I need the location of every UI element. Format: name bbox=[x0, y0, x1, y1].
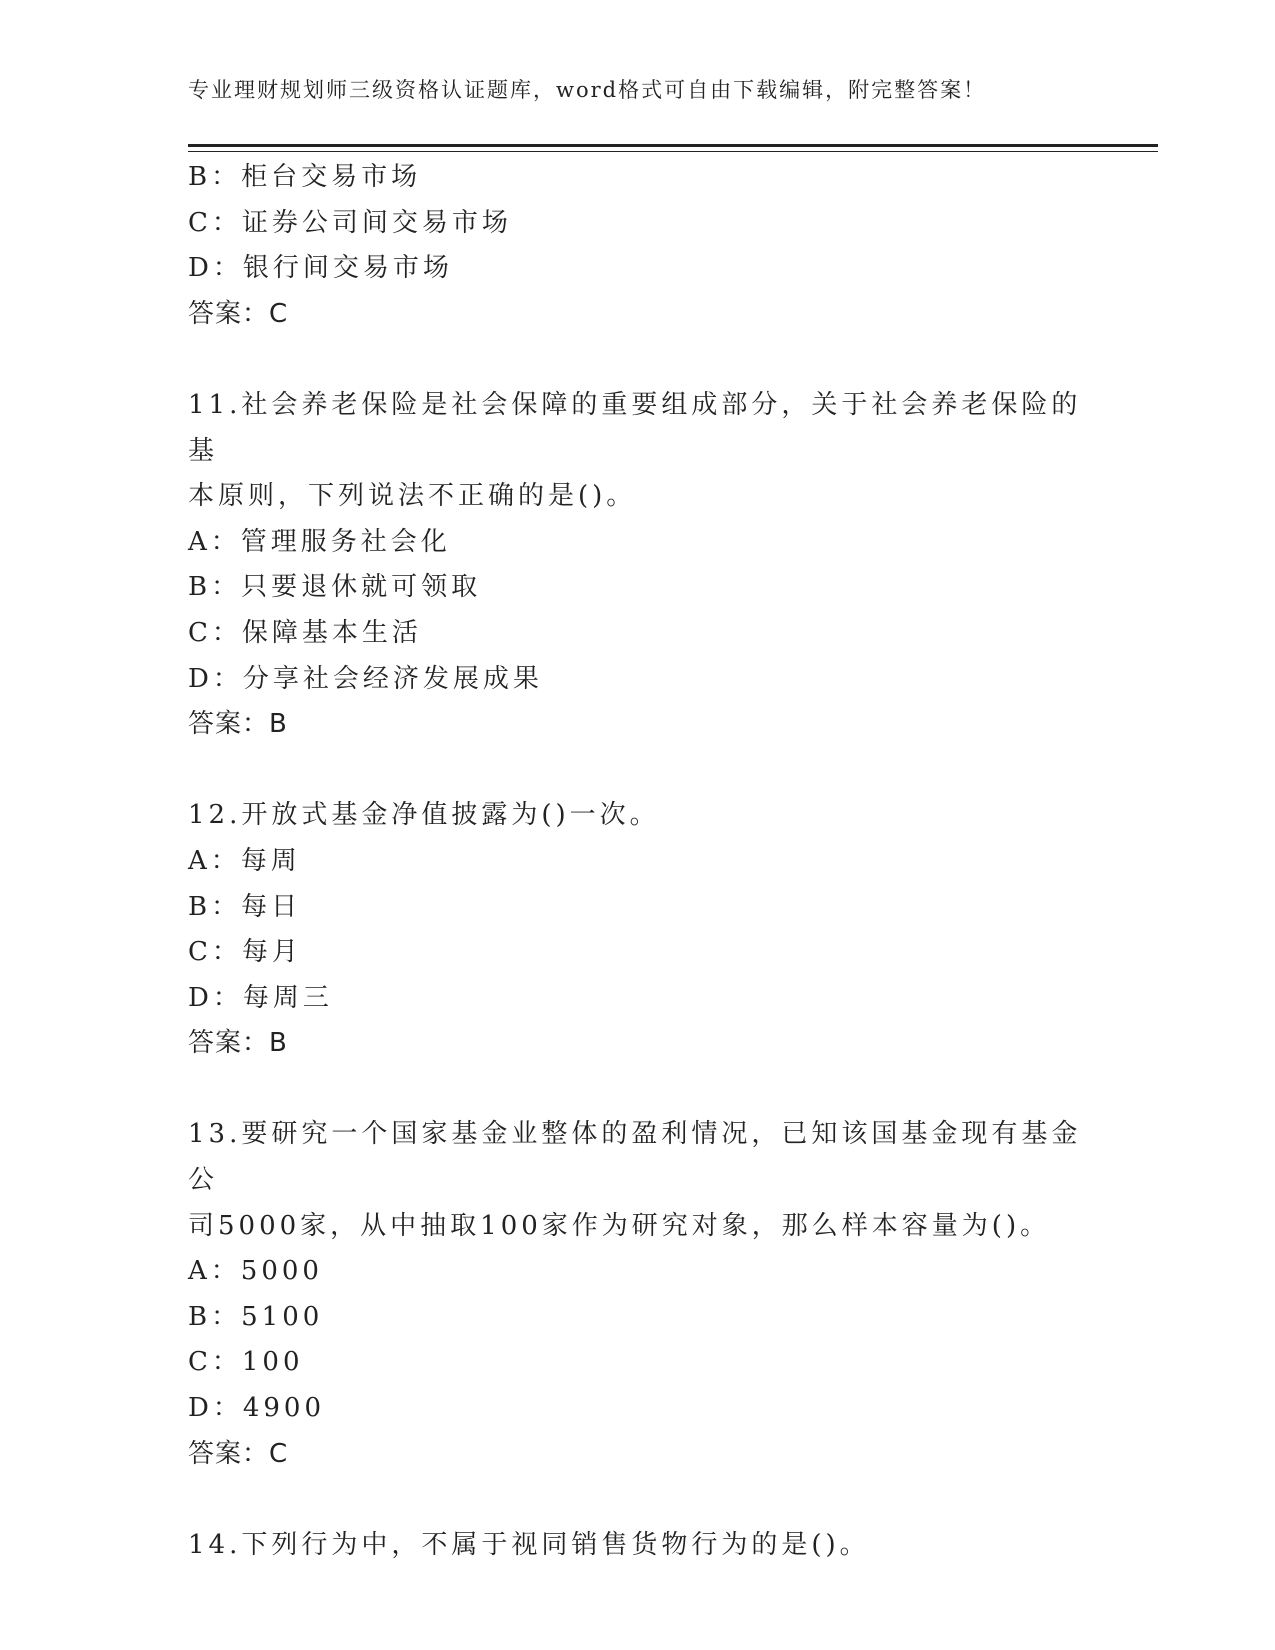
option-d: D：分享社会经济发展成果 bbox=[188, 663, 543, 694]
page-header: 专业理财规划师三级资格认证题库，word格式可自由下载编辑，附完整答案！ bbox=[188, 78, 987, 102]
header-rule-thin bbox=[188, 151, 1158, 152]
answer: 答案：B bbox=[188, 1028, 288, 1059]
option-c: C：证券公司间交易市场 bbox=[188, 207, 512, 238]
question-stem-line: 13.要研究一个国家基金业整体的盈利情况，已知该国基金现有基金公 bbox=[188, 1119, 1082, 1196]
option-c: C：保障基本生活 bbox=[188, 617, 422, 648]
question-stem-line: 14.下列行为中，不属于视同销售货物行为的是()。 bbox=[188, 1529, 870, 1560]
option-b: B：5100 bbox=[188, 1301, 324, 1332]
spacer bbox=[188, 1067, 1088, 1113]
spacer bbox=[188, 337, 1088, 383]
question-stem-line: 司5000家，从中抽取100家作为研究对象，那么样本容量为()。 bbox=[188, 1210, 1051, 1241]
question-12 bbox=[188, 793, 1088, 1067]
option-d: D：银行间交易市场 bbox=[188, 253, 453, 284]
document-body bbox=[188, 155, 1088, 1568]
question-11 bbox=[188, 383, 1088, 748]
header-rule-thick bbox=[188, 144, 1158, 147]
option-d: D：每周三 bbox=[188, 982, 333, 1013]
option-a: A：每周 bbox=[188, 845, 301, 876]
answer: 答案：B bbox=[188, 709, 288, 740]
question-10-continued bbox=[188, 155, 1088, 337]
option-b: B：柜台交易市场 bbox=[188, 162, 422, 192]
option-a: A：5000 bbox=[188, 1256, 323, 1287]
answer: 答案：C bbox=[188, 1438, 289, 1469]
option-d: D：4900 bbox=[188, 1393, 326, 1424]
option-b: B：每日 bbox=[188, 891, 302, 922]
question-13 bbox=[188, 1112, 1088, 1477]
option-c: C：100 bbox=[188, 1347, 304, 1378]
question-stem-line: 12.开放式基金净值披露为()一次。 bbox=[188, 800, 660, 831]
spacer bbox=[188, 1477, 1088, 1523]
question-stem-line: 11.社会养老保险是社会保障的重要组成部分，关于社会养老保险的基 bbox=[188, 389, 1082, 466]
question-stem-line: 本原则，下列说法不正确的是()。 bbox=[188, 481, 637, 512]
option-c: C：每月 bbox=[188, 937, 302, 968]
answer: 答案：C bbox=[188, 298, 289, 329]
question-14 bbox=[188, 1523, 1088, 1569]
option-a: A：管理服务社会化 bbox=[188, 526, 451, 557]
spacer bbox=[188, 748, 1088, 794]
option-b: B：只要退休就可领取 bbox=[188, 572, 482, 603]
